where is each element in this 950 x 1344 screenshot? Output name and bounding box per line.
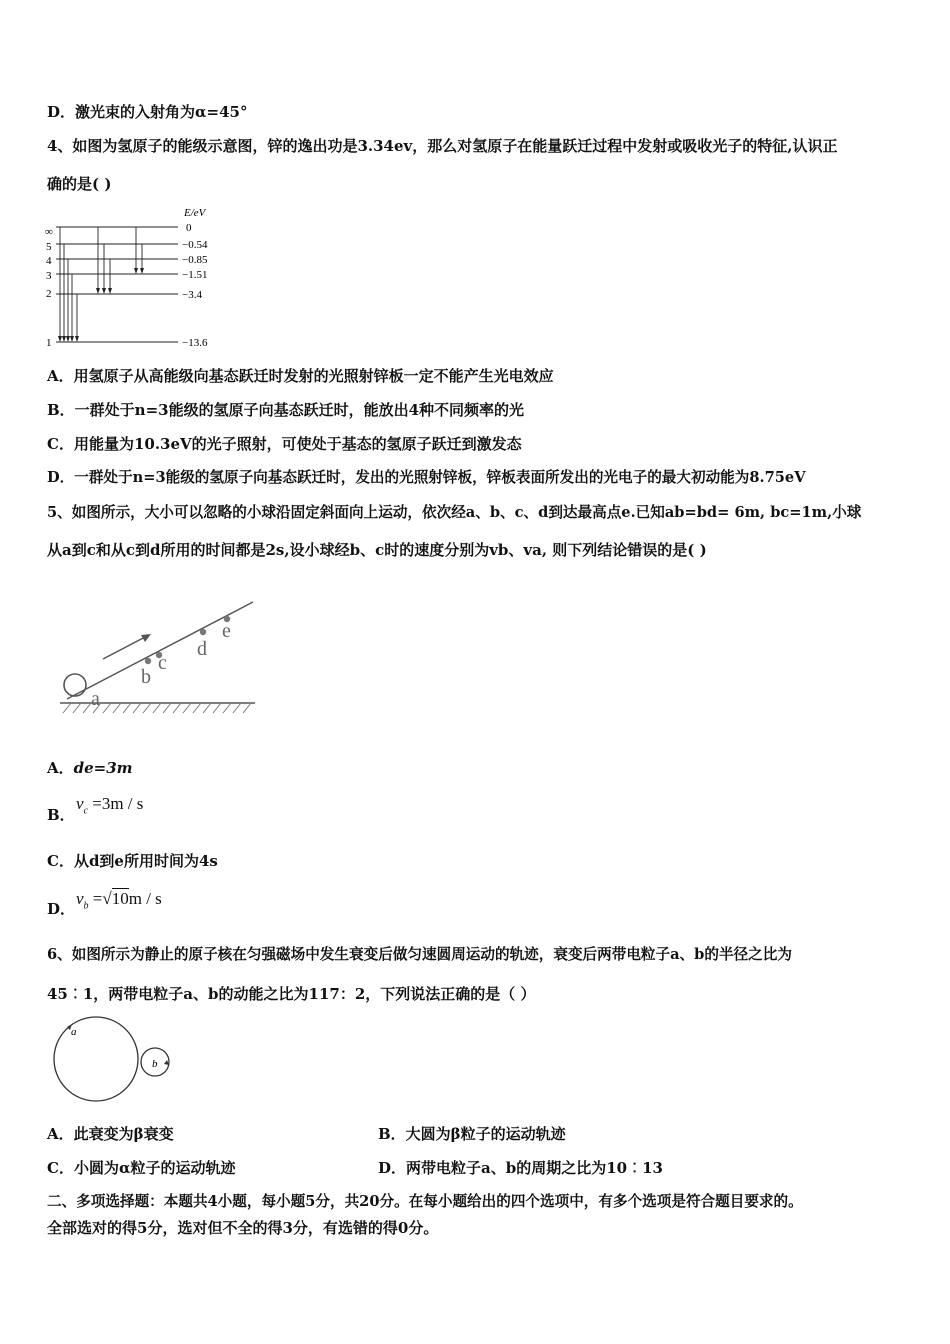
level-n-1: 1 — [46, 337, 52, 349]
q5-option-b-label: B． — [47, 806, 75, 824]
level-energy-inf: 0 — [186, 222, 192, 234]
circular-tracks-figure — [50, 1015, 175, 1105]
q6-stem-line1: 6、如图所示为静止的原子核在匀强磁场中发生衰变后做匀速圆周运动的轨迹，衰变后两带电粒子a、b的半径之比为 — [47, 946, 792, 963]
level-energy-3: −1.51 — [182, 269, 208, 281]
q5-option-a — [47, 759, 133, 777]
q4-option-a: A．用氢原子从高能级向基态跃迁时发射的光照射锌板一定不能产生光电效应 — [47, 367, 554, 385]
section2-line2: 全部选对的得5分，选对但不全的得3分，有选错的得0分。 — [47, 1219, 439, 1237]
q6-option-b: B．大圆为β粒子的运动轨迹 — [378, 1125, 566, 1143]
level-n-3: 3 — [46, 270, 52, 282]
q6-stem-line2: 45︰1，两带电粒子a、b的动能之比为117：2，下列说法正确的是（ ） — [47, 985, 536, 1003]
incline-figure — [55, 595, 265, 720]
q4-option-c: C．用能量为10.3eV的光子照射，可使处于基态的氢原子跃迁到激发态 — [47, 435, 522, 453]
q4-stem-line2: 确的是( ) — [47, 175, 112, 193]
q6-option-c: C．小圆为α粒子的运动轨迹 — [47, 1159, 236, 1177]
q4-option-d: D．一群处于n=3能级的氢原子向基态跃迁时，发出的光照射锌板，锌板表面所发出的光电子的最大初动能为8.75eV — [47, 469, 806, 486]
q5-stem-line1: 5、如图所示，大小可以忽略的小球沿固定斜面向上运动，依次经a、b、c、d到达最高点e.已知ab=bd= 6m, bc=1m,小球 — [47, 504, 862, 521]
q3-option-d: D．激光束的入射角为α=45° — [47, 103, 248, 121]
level-n-inf: ∞ — [45, 226, 53, 238]
section2-line1: 二、多项选择题：本题共4小题，每小题5分，共20分。在每小题给出的四个选项中，有多个选项是符合题目要求的。 — [47, 1193, 803, 1210]
q4-option-b: B．一群处于n=3能级的氢原子向基态跃迁时，能放出4种不同频率的光 — [47, 401, 525, 419]
q5-option-c: C．从d到e所用时间为4s — [47, 852, 218, 870]
level-n-2: 2 — [46, 288, 52, 300]
level-n-4: 4 — [46, 255, 52, 267]
level-energy-1: −13.6 — [182, 337, 208, 349]
incline-label-b: b — [141, 666, 151, 688]
q5-option-d-label: D． — [47, 900, 76, 918]
level-energy-5: −0.54 — [182, 239, 208, 251]
q6-option-a: A．此衰变为β衰变 — [47, 1125, 174, 1143]
q5-option-d-formula: $v_b =√10m / s$ — [76, 889, 162, 912]
q5-stem-line2: 从a到c和从c到d所用的时间都是2s,设小球经b、c时的速度分别为vb、va, 则下列结论错误的是( ) — [47, 541, 707, 559]
energy-level-diagram — [40, 202, 230, 352]
q5-option-b-formula: $v_c =3m / s$ — [76, 794, 144, 817]
incline-label-a: a — [91, 688, 100, 710]
q5-option-a-label: A． — [47, 759, 74, 777]
q5-option-a-text: de=3m — [73, 759, 133, 777]
incline-label-e: e — [222, 620, 231, 642]
incline-label-d: d — [197, 638, 207, 660]
incline-label-c: c — [158, 652, 167, 674]
level-n-5: 5 — [46, 241, 52, 253]
level-energy-4: −0.85 — [182, 254, 208, 266]
q4-stem-line1: 4、如图为氢原子的能级示意图，锌的逸出功是3.34ev，那么对氢原子在能量跃迁过程中发射或吸收光子的特征,认识正 — [47, 137, 838, 155]
energy-axis-label: E/eV — [184, 207, 206, 219]
track-label-b: b — [152, 1058, 158, 1070]
track-label-a: a — [71, 1026, 77, 1038]
q6-option-d: D．两带电粒子a、b的周期之比为10︰13 — [378, 1159, 663, 1177]
level-energy-2: −3.4 — [182, 289, 202, 301]
